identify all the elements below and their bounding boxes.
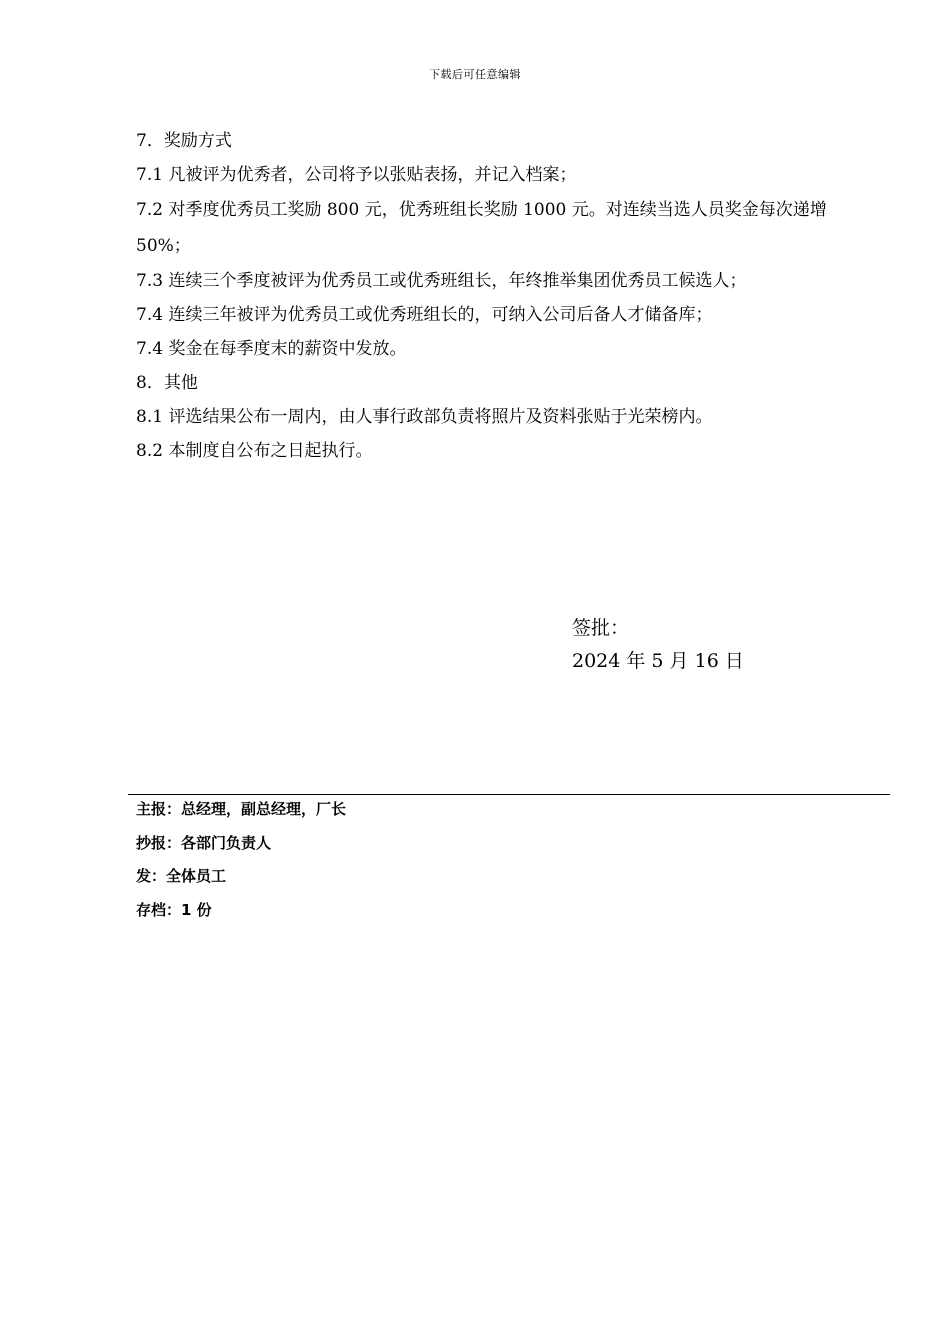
signature-label: 签批：: [572, 617, 630, 639]
clause-8-2: 8.2 本制度自公布之日起执行。: [136, 441, 373, 461]
distribution-list: [136, 796, 346, 930]
page-header-note: 下载后可任意编辑: [429, 68, 521, 81]
clause-7-4b: 7.4 奖金在每季度末的薪资中发放。: [136, 339, 407, 359]
signature-date: 2024 年 5 月 16 日: [572, 650, 744, 672]
distribution-send-to: 发：全体员工: [136, 867, 227, 885]
clause-8-1: 8.1 评选结果公布一周内，由人事行政部负责将照片及资料张贴于光荣榜内。: [136, 407, 713, 427]
distribution-cc: 抄报：各部门负责人: [136, 833, 272, 852]
signature-block: [572, 612, 744, 678]
clause-7-4a: 7.4 连续三年被评为优秀员工或优秀班组长的，可纳入公司后备人才储备库；: [136, 305, 713, 325]
distribution-archive: 存档：1 份: [136, 900, 212, 919]
section-heading-other: 8．其他: [136, 373, 198, 393]
distribution-report-to: 主报：总经理，副总经理，厂长: [136, 800, 347, 818]
clause-7-3: 7.3 连续三个季度被评为优秀员工或优秀班组长，年终推举集团优秀员工候选人；: [136, 271, 747, 291]
distribution-divider: [128, 794, 890, 795]
document-body: [136, 124, 836, 468]
clause-7-2: 7.2 对季度优秀员工奖励 800 元，优秀班组长奖励 1000 元。对连续当选人员奖金每次递增 50%；: [136, 200, 827, 256]
clause-7-1: 7.1 凡被评为优秀者，公司将予以张贴表扬，并记入档案；: [136, 165, 577, 185]
section-heading-rewards: 7．奖励方式: [136, 131, 232, 151]
